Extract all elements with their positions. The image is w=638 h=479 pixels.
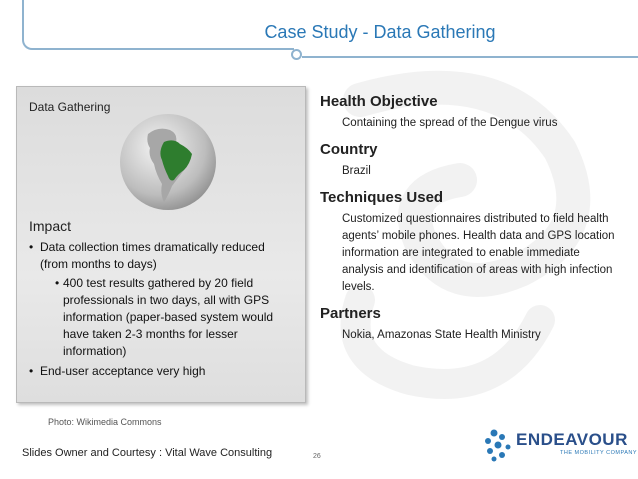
section-body-techniques: Customized questionnaires distributed to field health agents’ mobile phones. Health data and GPS location information are integrated to enable immediate analysis and identification of areas with high infection levels. — [342, 213, 615, 293]
section-heading-country: Country — [320, 141, 378, 158]
photo-credit: Photo: Wikimedia Commons — [48, 417, 162, 427]
section-body-country: Brazil — [342, 165, 371, 177]
footer-credit: Slides Owner and Courtesy : Vital Wave Consulting — [22, 447, 273, 459]
impact-heading: Impact — [29, 218, 72, 234]
logo-wordmark: ENDEAVOUR — [516, 430, 628, 449]
bullet-icon: • — [29, 240, 34, 254]
slide-title: Case Study - Data Gathering — [264, 22, 496, 42]
panel-title: Data Gathering — [29, 100, 111, 114]
impact-item — [27, 239, 295, 273]
section-heading-techniques: Techniques Used — [320, 189, 444, 206]
header-rule-node — [291, 49, 302, 60]
impact-item-text: Data collection times dramatically reduced (from months to days) — [40, 240, 265, 271]
globe-map-image — [118, 112, 218, 212]
section-heading-health-objective: Health Objective — [320, 93, 438, 110]
page-number: 26 — [313, 453, 321, 460]
section-body-health-objective: Containing the spread of the Dengue virus — [342, 117, 558, 129]
impact-list — [27, 239, 295, 380]
bullet-icon: • — [29, 364, 34, 378]
section-body-partners: Nokia, Amazonas State Health Ministry — [342, 329, 541, 341]
impact-subitem-text: 400 test results gathered by 20 field professionals in two days, all with GPS information (paper-based system would have taken 2-3 months for lesser information) — [63, 276, 274, 358]
impact-item-text: End-user acceptance very high — [40, 364, 206, 378]
header-rule-right — [302, 56, 638, 58]
case-details — [320, 93, 620, 344]
impact-item — [27, 363, 295, 380]
logo-tagline: THE MOBILITY COMPANY — [560, 450, 638, 456]
bullet-icon: • — [55, 276, 60, 290]
section-heading-partners: Partners — [320, 305, 381, 322]
impact-subitem — [27, 275, 295, 360]
